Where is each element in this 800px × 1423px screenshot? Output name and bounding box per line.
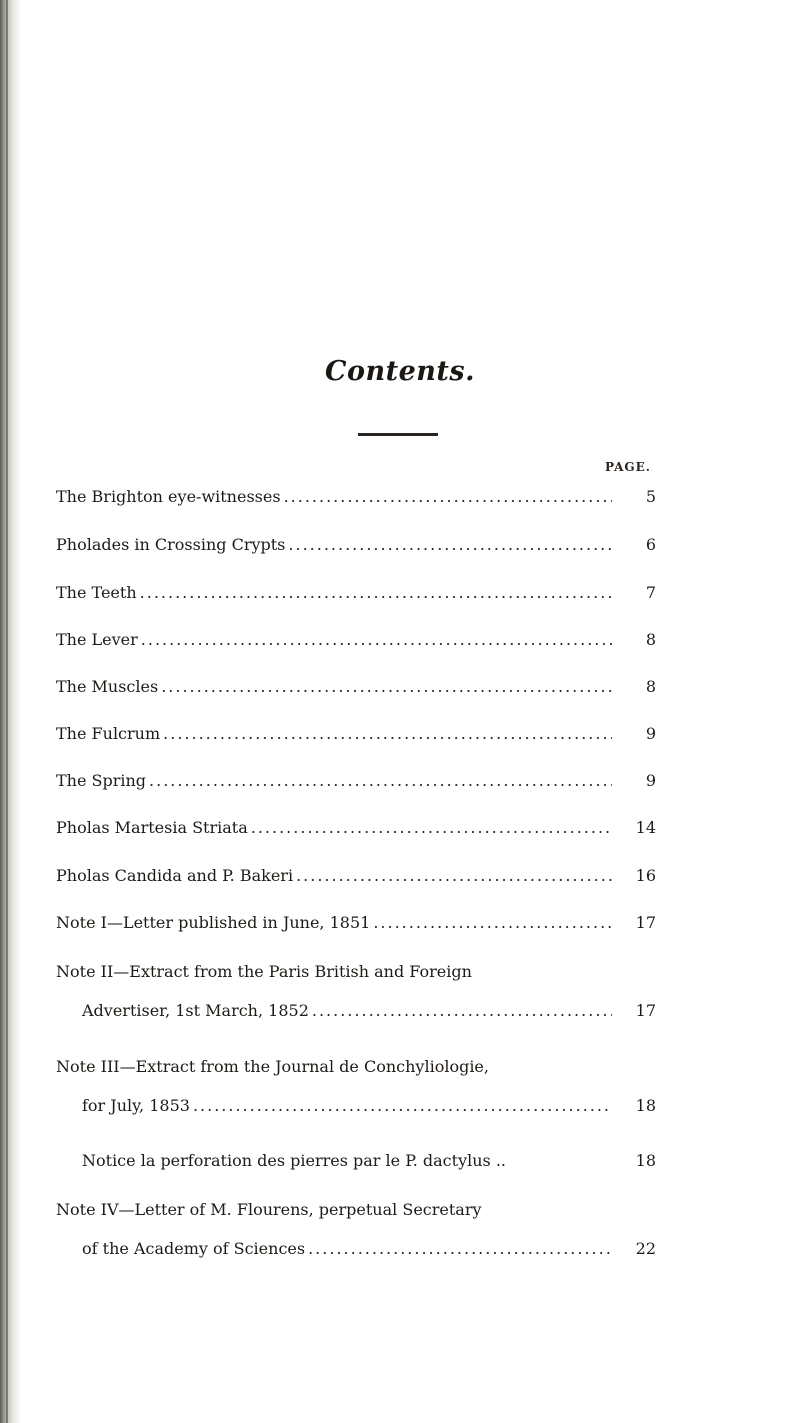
entry-page: 5 bbox=[645, 487, 656, 506]
toc-entry bbox=[56, 1151, 656, 1171]
toc-entry bbox=[56, 771, 656, 791]
entry-label-continued: for July, 1853 bbox=[82, 1096, 190, 1115]
toc-entry bbox=[56, 630, 656, 650]
entry-page: 17 bbox=[635, 913, 656, 932]
toc-entry bbox=[56, 677, 656, 697]
binding-edge-line bbox=[6, 0, 8, 1423]
entry-label: Pholades in Crossing Crypts bbox=[56, 535, 286, 554]
entry-label: The Lever bbox=[56, 630, 138, 649]
page-column-label: PAGE. bbox=[604, 460, 651, 474]
entry-label: Pholas Martesia Striata bbox=[56, 818, 248, 837]
toc-entry bbox=[56, 962, 656, 1021]
title-rule bbox=[358, 433, 438, 436]
toc-entry bbox=[56, 818, 656, 838]
entry-label: Notice la perforation des pierres par le P. dactylus .. bbox=[82, 1151, 506, 1170]
entry-page: 6 bbox=[645, 535, 656, 554]
entry-page: 18 bbox=[635, 1096, 656, 1115]
entry-label: The Fulcrum bbox=[56, 724, 161, 743]
entry-label: The Spring bbox=[56, 771, 147, 790]
toc-entry bbox=[56, 1200, 656, 1259]
entry-label: The Brighton eye-witnesses bbox=[56, 487, 281, 506]
leader-dots bbox=[373, 913, 612, 933]
toc-entry bbox=[56, 1057, 656, 1116]
entry-page: 14 bbox=[635, 818, 656, 837]
toc-entry bbox=[56, 724, 656, 744]
leader-dots bbox=[149, 771, 612, 791]
entry-label-continued: of the Academy of Sciences bbox=[82, 1239, 306, 1258]
entry-page: 16 bbox=[635, 866, 656, 885]
entry-page: 9 bbox=[645, 771, 656, 790]
entry-page: 17 bbox=[635, 1001, 656, 1020]
entry-label: The Teeth bbox=[56, 583, 137, 602]
leader-dots bbox=[288, 535, 612, 555]
entry-page: 9 bbox=[645, 724, 656, 743]
leader-dots bbox=[284, 487, 612, 507]
entry-label: The Muscles bbox=[56, 677, 159, 696]
leader-dots bbox=[161, 677, 612, 697]
toc-entry bbox=[56, 487, 656, 507]
leader-dots bbox=[296, 866, 612, 886]
entry-page: 8 bbox=[645, 630, 656, 649]
toc-entry bbox=[56, 583, 656, 603]
entry-page: 18 bbox=[635, 1151, 656, 1170]
leader-dots bbox=[308, 1239, 612, 1259]
entry-label: Note I—Letter published in June, 1851 bbox=[56, 913, 371, 932]
toc-entry bbox=[56, 866, 656, 886]
leader-dots bbox=[163, 724, 612, 744]
leader-dots bbox=[141, 630, 612, 650]
toc-entry bbox=[56, 535, 656, 555]
entry-page: 22 bbox=[635, 1239, 656, 1258]
leader-dots bbox=[140, 583, 612, 603]
binding-gutter bbox=[0, 0, 22, 1423]
page-title: Contents. bbox=[325, 356, 475, 387]
entry-label-continued: Advertiser, 1st March, 1852 bbox=[82, 1001, 309, 1020]
leader-dots bbox=[251, 818, 612, 838]
toc-entry bbox=[56, 913, 656, 933]
entry-label: Pholas Candida and P. Bakeri bbox=[56, 866, 294, 885]
entry-page: 7 bbox=[645, 583, 656, 602]
entry-label: Note III—Extract from the Journal de Conchyliologie, bbox=[56, 1057, 489, 1076]
leader-dots bbox=[312, 1001, 612, 1021]
leader-dots bbox=[193, 1096, 612, 1116]
entry-label: Note II—Extract from the Paris British and Foreign bbox=[56, 962, 472, 981]
entry-label: Note IV—Letter of M. Flourens, perpetual Secretary bbox=[56, 1200, 482, 1219]
entry-page: 8 bbox=[645, 677, 656, 696]
